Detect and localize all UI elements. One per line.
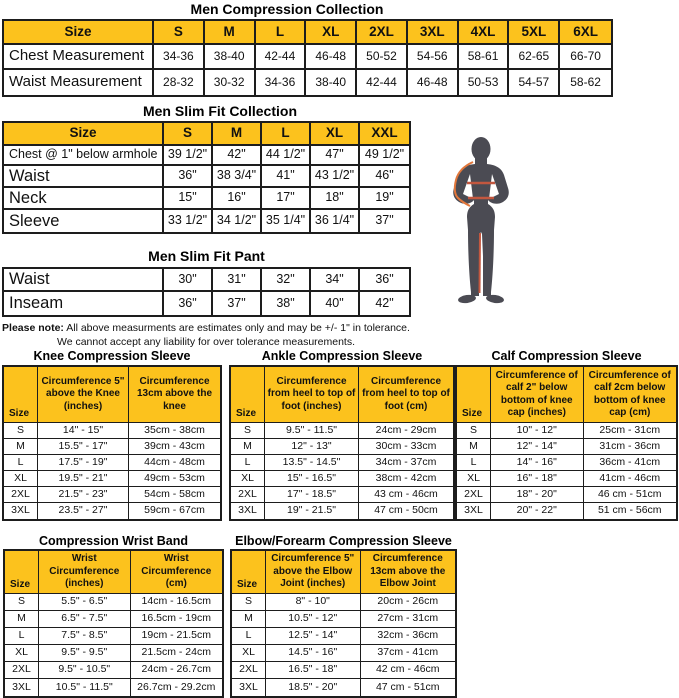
men-slim-fit-pant-title: Men Slim Fit Pant	[148, 248, 265, 264]
value-cell: 18.5" - 20"	[266, 679, 361, 696]
tolerance-note-bold: Please note:	[2, 322, 64, 334]
value-cell: 59cm - 67cm	[144, 504, 205, 517]
value-cell: 5.5" - 6.5"	[39, 594, 131, 611]
value-cell: 24cm - 26.7cm	[131, 662, 223, 679]
row-label: Waist Measurement	[4, 70, 154, 95]
tolerance-note-rest: All above measurments are estimates only and may be +/- 1" in tolerance.	[63, 322, 410, 334]
value-cell: 14" - 15"	[38, 423, 129, 439]
size-column-header: Size	[4, 367, 38, 423]
value-cell: 32"	[262, 269, 311, 292]
value-cell: 21.5" - 23"	[38, 487, 129, 503]
size-cell: 3XL	[5, 679, 39, 696]
row-label: Chest Measurement	[4, 45, 154, 70]
elbow-forearm-sleeve-title: Elbow/Forearm Compression Sleeve	[235, 534, 452, 548]
size-cell: XL	[5, 645, 39, 662]
value-cell: 49cm - 53cm	[129, 471, 220, 487]
size-header-cell: 4XL	[459, 21, 510, 45]
size-header-cell: 5XL	[509, 21, 560, 45]
size-header-cell: XL	[306, 21, 357, 45]
value-cell: 51 cm - 56cm	[597, 504, 662, 517]
cm-column-header: Circumference from heel to top of foot (cm)	[359, 367, 453, 423]
value-cell: 42 cm - 46cm	[361, 662, 456, 679]
value-cell: 40"	[311, 292, 360, 315]
size-cell: M	[457, 439, 491, 455]
size-cell: 3XL	[4, 503, 38, 519]
value-cell: 39cm - 43cm	[129, 439, 220, 455]
size-header-cell: L	[262, 123, 311, 146]
value-cell: 31cm - 36cm	[584, 439, 677, 455]
size-cell: L	[4, 455, 38, 471]
value-cell: 58-62	[570, 74, 601, 89]
value-cell: 19.5" - 21"	[38, 471, 129, 487]
size-column-header: Size	[4, 123, 164, 146]
size-cell: 2XL	[232, 662, 266, 679]
value-cell: 43 cm - 46cm	[359, 487, 453, 503]
men-slim-fit-collection-table	[2, 121, 411, 234]
size-header-cell: XXL	[360, 123, 409, 146]
value-cell: 27cm - 31cm	[361, 611, 456, 628]
tolerance-note-line1	[0, 321, 412, 335]
row-label: Waist	[4, 166, 164, 188]
value-cell: 34 1/2"	[213, 210, 262, 232]
male-silhouette-figure	[441, 136, 521, 312]
value-cell: 62-65	[509, 45, 560, 70]
value-cell: 9.5" - 11.5"	[265, 423, 359, 439]
value-cell: 20cm - 26cm	[361, 594, 456, 611]
compression-wrist-band-table	[3, 549, 224, 698]
value-cell: 16" - 18"	[491, 471, 584, 487]
value-cell: 50-52	[357, 45, 408, 70]
value-cell: 37cm - 41cm	[361, 645, 456, 662]
size-column-header: Size	[231, 367, 265, 423]
row-label: Inseam	[4, 292, 164, 315]
size-header-cell: 3XL	[408, 21, 459, 45]
value-cell: 17.5" - 19"	[38, 455, 129, 471]
value-cell: 30cm - 33cm	[359, 439, 453, 455]
value-cell: 41cm - 46cm	[584, 471, 677, 487]
value-cell: 19cm - 21.5cm	[131, 628, 223, 645]
value-cell: 35 1/4"	[262, 210, 311, 232]
value-cell: 9.5" - 9.5"	[39, 645, 131, 662]
value-cell: 38 3/4"	[213, 166, 262, 188]
size-column-header: Size	[232, 551, 266, 594]
size-header-cell: 2XL	[357, 21, 408, 45]
value-cell: 26.7cm - 29.2cm	[137, 680, 216, 693]
value-cell: 31"	[213, 269, 262, 292]
cm-column-header: Wrist Circumference (cm)	[131, 551, 223, 594]
size-cell: M	[231, 439, 265, 455]
size-cell: L	[232, 628, 266, 645]
men-compression-collection-title: Men Compression Collection	[190, 1, 384, 17]
value-cell: 38"	[262, 292, 311, 315]
size-column-header: Size	[5, 551, 39, 594]
size-cell: L	[231, 455, 265, 471]
knee-sleeve-title: Knee Compression Sleeve	[33, 349, 191, 363]
value-cell: 16.5" - 18"	[266, 662, 361, 679]
cm-column-header: Circumference 13cm above the knee	[129, 367, 220, 423]
value-cell: 16"	[213, 188, 262, 210]
men-compression-collection-table	[2, 19, 613, 97]
value-cell: 35cm - 38cm	[129, 423, 220, 439]
inseam-measure-line	[480, 233, 481, 293]
size-cell: S	[232, 594, 266, 611]
size-header-cell: L	[256, 21, 307, 45]
value-cell: 21.5cm - 24cm	[131, 645, 223, 662]
size-header-cell: 6XL	[560, 21, 611, 45]
value-cell: 43 1/2"	[311, 166, 360, 188]
value-cell: 42-44	[256, 45, 307, 70]
value-cell: 32cm - 36cm	[361, 628, 456, 645]
value-cell: 36 1/4"	[311, 210, 360, 232]
value-cell: 36"	[164, 292, 213, 315]
value-cell: 36"	[360, 269, 409, 292]
men-slim-fit-pant-table	[2, 267, 411, 317]
ankle-compression-sleeve-table	[229, 365, 455, 521]
size-header-cell: M	[205, 21, 256, 45]
inches-column-header: Circumference 5" above the Knee (inches)	[38, 367, 129, 423]
value-cell: 34-36	[154, 45, 205, 70]
value-cell: 20" - 22"	[491, 503, 584, 519]
size-cell: 2XL	[5, 662, 39, 679]
size-cell: 3XL	[232, 679, 266, 696]
figure-head	[472, 137, 491, 161]
value-cell: 42-44	[357, 70, 408, 95]
value-cell: 37"	[375, 213, 394, 228]
size-cell: 2XL	[231, 487, 265, 503]
value-cell: 10" - 12"	[491, 423, 584, 439]
row-label: Neck	[4, 188, 164, 210]
value-cell: 12" - 14"	[491, 439, 584, 455]
value-cell: 16.5cm - 19cm	[131, 611, 223, 628]
value-cell: 19"	[360, 188, 409, 210]
value-cell: 25cm - 31cm	[584, 423, 677, 439]
elbow-forearm-compression-sleeve-table	[230, 549, 457, 698]
size-cell: L	[5, 628, 39, 645]
size-cell: 2XL	[4, 487, 38, 503]
value-cell: 41"	[262, 166, 311, 188]
value-cell: 33 1/2"	[164, 210, 213, 232]
size-cell: S	[231, 423, 265, 439]
size-cell: M	[4, 439, 38, 455]
size-cell: L	[457, 455, 491, 471]
value-cell: 46"	[360, 166, 409, 188]
value-cell: 38cm - 42cm	[359, 471, 453, 487]
knee-compression-sleeve-table	[2, 365, 222, 521]
wrist-band-title: Compression Wrist Band	[38, 534, 189, 548]
size-cell: 3XL	[231, 503, 265, 519]
value-cell: 50-53	[459, 70, 510, 95]
calf-sleeve-title: Calf Compression Sleeve	[491, 349, 642, 363]
value-cell: 47 cm - 50cm	[374, 504, 438, 517]
value-cell: 42"	[375, 295, 394, 310]
value-cell: 14" - 16"	[491, 455, 584, 471]
ankle-sleeve-title: Ankle Compression Sleeve	[261, 349, 423, 363]
value-cell: 39 1/2"	[164, 146, 213, 166]
value-cell: 7.5" - 8.5"	[39, 628, 131, 645]
value-cell: 36cm - 41cm	[584, 455, 677, 471]
male-silhouette-svg	[441, 136, 521, 312]
value-cell: 34-36	[256, 70, 307, 95]
value-cell: 15"	[164, 188, 213, 210]
value-cell: 10.5" - 12"	[266, 611, 361, 628]
value-cell: 54-57	[509, 70, 560, 95]
inches-column-header: Circumference from heel to top of foot (inches)	[265, 367, 359, 423]
size-cell: S	[4, 423, 38, 439]
value-cell: 17"	[262, 188, 311, 210]
value-cell: 54-56	[408, 45, 459, 70]
value-cell: 30-32	[205, 70, 256, 95]
tolerance-note	[0, 321, 412, 349]
value-cell: 14cm - 16.5cm	[131, 594, 223, 611]
value-cell: 18"	[311, 188, 360, 210]
cm-column-header: Circumference 13cm above the Elbow Joint	[361, 551, 456, 594]
value-cell: 12" - 13"	[265, 439, 359, 455]
value-cell: 28-32	[154, 70, 205, 95]
value-cell: 38-40	[306, 70, 357, 95]
value-cell: 47 cm - 51cm	[375, 680, 440, 693]
size-header-cell: S	[164, 123, 213, 146]
value-cell: 38-40	[205, 45, 256, 70]
value-cell: 54cm - 58cm	[129, 487, 220, 503]
size-cell: S	[5, 594, 39, 611]
value-cell: 23.5" - 27"	[38, 503, 129, 519]
row-label: Chest @ 1" below armhole	[4, 146, 164, 166]
value-cell: 34"	[311, 269, 360, 292]
value-cell: 9.5" - 10.5"	[39, 662, 131, 679]
value-cell: 6.5" - 7.5"	[39, 611, 131, 628]
size-header-cell: M	[213, 123, 262, 146]
size-column-header: Size	[457, 367, 491, 423]
calf-compression-sleeve-table	[455, 365, 678, 521]
value-cell: 14.5" - 16"	[266, 645, 361, 662]
value-cell: 19" - 21.5"	[265, 503, 359, 519]
size-cell: S	[457, 423, 491, 439]
value-cell: 17" - 18.5"	[265, 487, 359, 503]
value-cell: 49 1/2"	[360, 146, 409, 166]
inches-column-header: Wrist Circumference (inches)	[39, 551, 131, 594]
size-cell: XL	[4, 471, 38, 487]
value-cell: 8" - 10"	[266, 594, 361, 611]
value-cell: 37"	[213, 292, 262, 315]
size-header-cell: XL	[311, 123, 360, 146]
size-cell: M	[232, 611, 266, 628]
inches-column-header: Circumference of calf 2" below bottom of knee cap (inches)	[491, 367, 584, 423]
value-cell: 47"	[311, 146, 360, 166]
value-cell: 30"	[164, 269, 213, 292]
value-cell: 46 cm - 51cm	[584, 487, 677, 503]
size-cell: 2XL	[457, 487, 491, 503]
value-cell: 44cm - 48cm	[129, 455, 220, 471]
size-cell: 3XL	[457, 503, 491, 519]
value-cell: 58-61	[459, 45, 510, 70]
value-cell: 36"	[164, 166, 213, 188]
value-cell: 46-48	[306, 45, 357, 70]
value-cell: 15" - 16.5"	[265, 471, 359, 487]
size-cell: XL	[457, 471, 491, 487]
inches-column-header: Circumference 5" above the Elbow Joint (inches)	[266, 551, 361, 594]
value-cell: 66-70	[560, 45, 611, 70]
size-cell: XL	[231, 471, 265, 487]
tolerance-note-line2: We cannot accept any liability for over tolerance measurements.	[56, 336, 356, 349]
value-cell: 12.5" - 14"	[266, 628, 361, 645]
value-cell: 42"	[213, 146, 262, 166]
men-slim-fit-collection-title: Men Slim Fit Collection	[142, 103, 297, 119]
value-cell: 13.5" - 14.5"	[265, 455, 359, 471]
size-header-cell: S	[154, 21, 205, 45]
row-label: Waist	[4, 269, 164, 292]
value-cell: 18" - 20"	[491, 487, 584, 503]
value-cell: 34cm - 37cm	[359, 455, 453, 471]
value-cell: 10.5" - 11.5"	[39, 679, 131, 696]
size-cell: XL	[232, 645, 266, 662]
value-cell: 46-48	[408, 70, 459, 95]
value-cell: 44 1/2"	[262, 146, 311, 166]
value-cell: 15.5" - 17"	[38, 439, 129, 455]
figure-body	[453, 158, 509, 296]
size-column-header: Size	[4, 21, 154, 45]
size-cell: M	[5, 611, 39, 628]
value-cell: 24cm - 29cm	[359, 423, 453, 439]
cm-column-header: Circumference of calf 2cm below bottom of knee cap (cm)	[584, 367, 677, 423]
row-label: Sleeve	[4, 210, 164, 232]
